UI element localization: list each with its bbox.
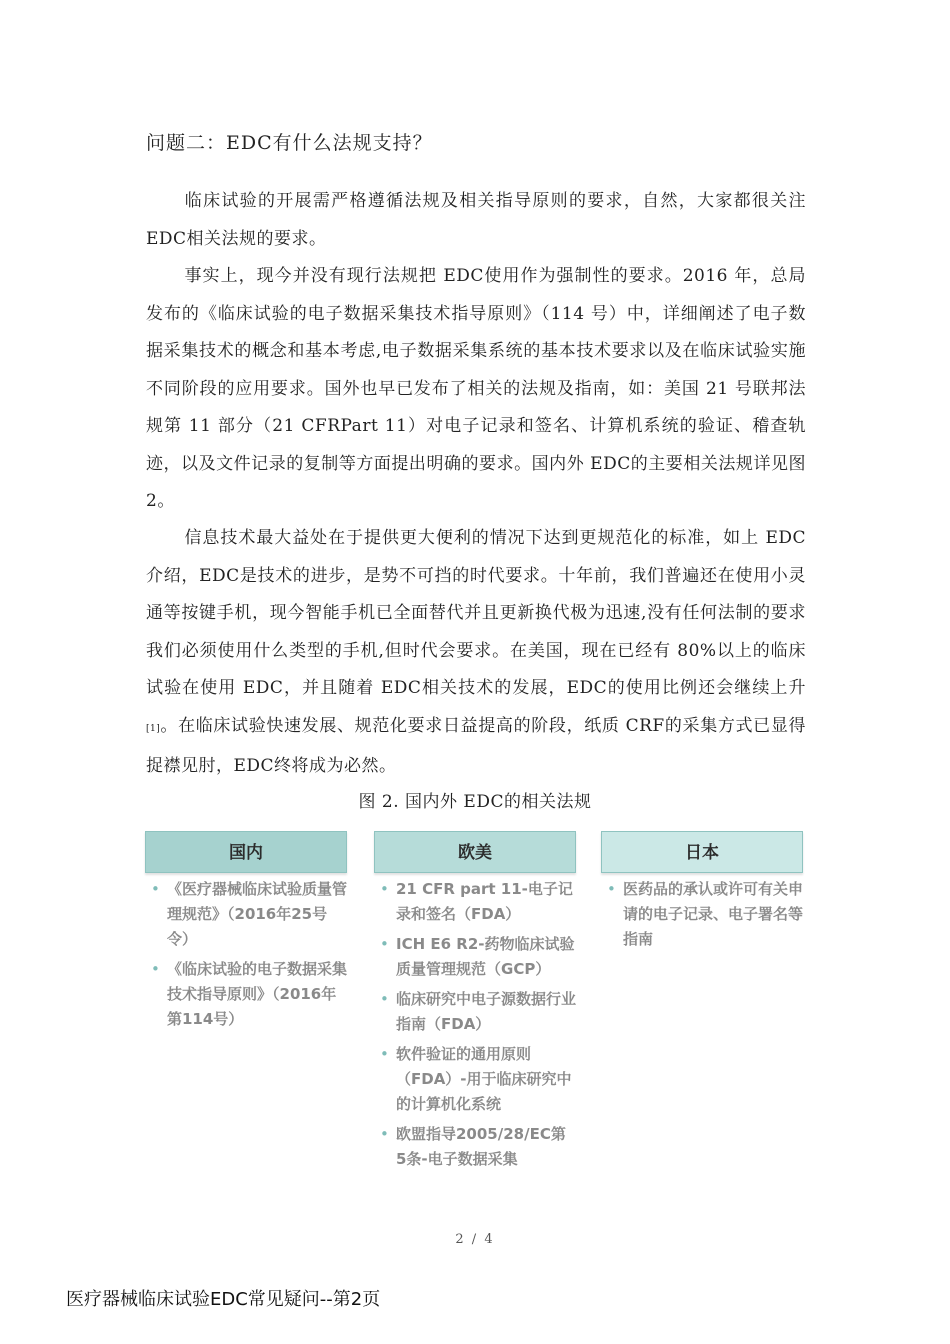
- bullet-icon: •: [380, 880, 389, 898]
- column-europe-us: [374, 831, 576, 1177]
- list-item-text: 医药品的承认或许可有关申请的电子记录、电子署名等指南: [623, 880, 804, 948]
- column-domestic: [145, 831, 347, 1037]
- bullet-icon: •: [380, 1125, 389, 1143]
- list-item: [374, 932, 576, 982]
- column-japan: [601, 831, 803, 957]
- column-header-japan: 日本: [601, 831, 803, 873]
- list-item-text: 《临床试验的电子数据采集技术指导原则》（2016年第114号）: [167, 960, 348, 1028]
- list-item: [145, 957, 347, 1032]
- column-list-europe-us: [374, 877, 576, 1172]
- page-number: 2 / 4: [455, 1232, 495, 1247]
- column-header-domestic: 国内: [145, 831, 347, 873]
- bullet-icon: •: [151, 880, 160, 898]
- list-item-text: 临床研究中电子源数据行业指南（FDA）: [396, 990, 577, 1033]
- list-item: [374, 1122, 576, 1172]
- paragraph-3-text-b: 。在临床试验快速发展、规范化要求日益提高的阶段，纸质 CRF的采集方式已显得捉襟见肘，EDC终将成为必然。: [146, 715, 806, 776]
- bullet-icon: •: [151, 960, 160, 978]
- list-item: [374, 987, 576, 1037]
- list-item: [374, 1042, 576, 1117]
- page-footer: 医疗器械临床试验EDC常见疑问--第2页: [66, 1289, 381, 1310]
- paragraph-3: [146, 520, 806, 786]
- list-item-text: 21 CFR part 11-电子记录和签名（FDA）: [396, 880, 573, 923]
- paragraph-2: [146, 258, 806, 521]
- column-list-domestic: [145, 877, 347, 1032]
- section-heading: 问题二：EDC有什么法规支持？: [146, 132, 433, 154]
- paragraph-3-text-a: 信息技术最大益处在于提供更大便利的情况下达到更规范化的标准，如上 EDC介绍，EDC是技术的进步，是势不可挡的时代要求。十年前，我们普遍还在使用小灵通等按键手机，现今智能手机已全面替代并且更新换代极为迅速,没有任何法制的要求我们必须使用什么类型的手机,但时代会要求。在美国，现在已经有 80%以上的临床试验在使用 EDC，并且随着 EDC相关技术的发展，EDC的使用比例还会继续上升: [146, 528, 806, 698]
- list-item-text: 《医疗器械临床试验质量管理规范》（2016年25号令）: [167, 880, 348, 948]
- list-item-text: 欧盟指导2005/28/EC第5条-电子数据采集: [396, 1125, 566, 1168]
- bullet-icon: •: [607, 880, 616, 898]
- list-item-text: ICH E6 R2-药物临床试验质量管理规范（GCP）: [396, 935, 575, 978]
- paragraph-1-text: 临床试验的开展需严格遵循法规及相关指导原则的要求，自然，大家都很关注 EDC相关法规的要求。: [146, 191, 806, 249]
- list-item-text: 软件验证的通用原则（FDA）-用于临床研究中的计算机化系统: [396, 1045, 572, 1113]
- list-item: [374, 877, 576, 927]
- citation-ref[interactable]: [1]: [146, 723, 161, 734]
- bullet-icon: •: [380, 935, 389, 953]
- figure-caption: 图 2. 国内外 EDC的相关法规: [358, 792, 592, 812]
- paragraph-2-text: 事实上，现今并没有现行法规把 EDC使用作为强制性的要求。2016 年，总局发布的《临床试验的电子数据采集技术指导原则》（114 号）中，详细阐述了电子数据采集技术的概念和基本考虑,电子数据采集系统的基本技术要求以及在临床试验实施不同阶段的应用要求。国外也早已发布了相关的法规及指南，如：美国 21 号联邦法规第 11 部分（21 CFRPart 11）对电子记录和签名、计算机系统的验证、稽查轨迹，以及文件记录的复制等方面提出明确的要求。国内外 EDC的主要相关法规详见图 2。: [146, 266, 806, 511]
- list-item: [601, 877, 803, 952]
- regulations-figure: [145, 831, 805, 1181]
- paragraph-1: [146, 183, 806, 258]
- list-item: [145, 877, 347, 952]
- bullet-icon: •: [380, 1045, 389, 1063]
- column-header-europe-us: 欧美: [374, 831, 576, 873]
- column-list-japan: [601, 877, 803, 952]
- bullet-icon: •: [380, 990, 389, 1008]
